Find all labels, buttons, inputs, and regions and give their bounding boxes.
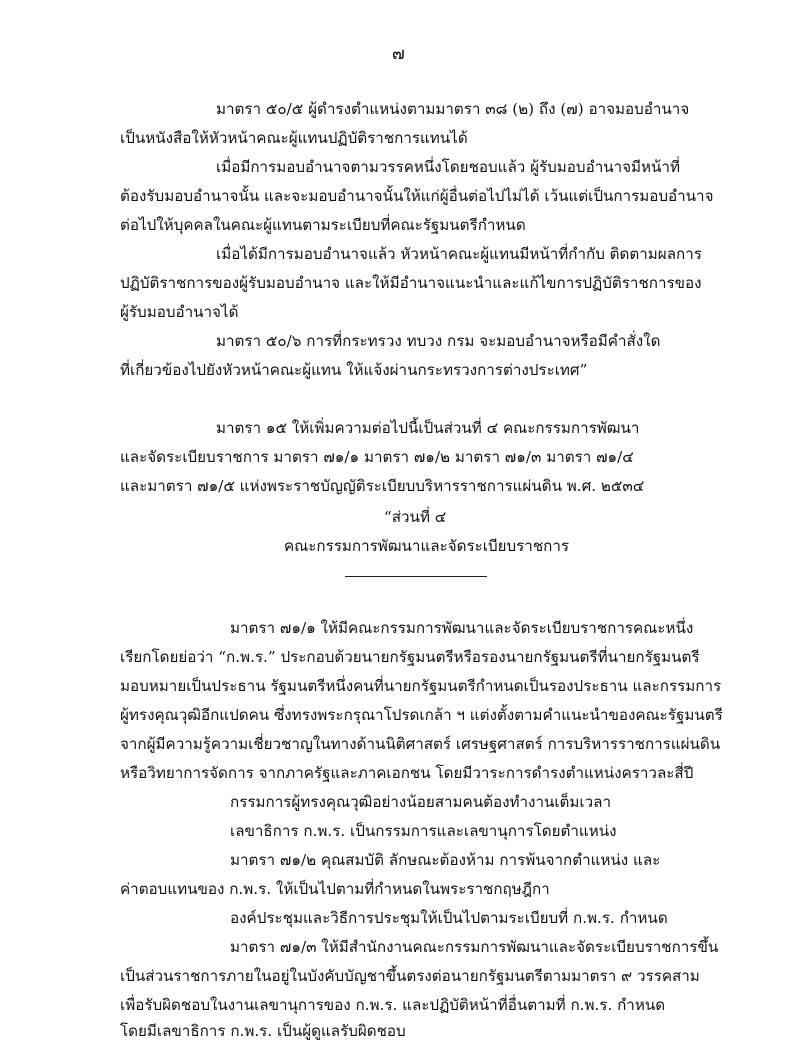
- text-line: ค่าตอบแทนของ ก.พ.ร. ให้เป็นไปตามที่กำหนดในพระราชกฤษฎีกา: [120, 880, 550, 898]
- text-line: โดยมีเลขาธิการ ก.พ.ร. เป็นผู้ดูแลรับผิดชอบ: [120, 1022, 406, 1040]
- text-line: และมาตรา ๗๑/๕ แห่งพระราชบัญญัติระเบียบบริหารราชการแผ่นดิน พ.ศ. ๒๕๓๔: [120, 477, 645, 495]
- text-line: จากผู้มีความรู้ความเชี่ยวชาญในทางด้านนิติศาสตร์ เศรษฐศาสตร์ การบริหารราชการแผ่นดิน: [120, 735, 721, 753]
- text-line: มาตรา ๗๑/๓ ให้มีสำนักงานคณะกรรมการพัฒนาและจัดระเบียบราชการขึ้น: [230, 938, 719, 956]
- text-line: มาตรา ๕๐/๕ ผู้ดำรงตำแหน่งตามมาตรา ๓๘ (๒) ถึง (๗) อาจมอบอำนาจ: [216, 100, 690, 118]
- text-line: เพื่อรับผิดชอบในงานเลขานุการของ ก.พ.ร. และปฏิบัติหน้าที่อื่นตามที่ ก.พ.ร. กำหนด: [120, 996, 666, 1014]
- text-line: ที่เกี่ยวข้องไปยังหัวหน้าคณะผู้แทน ให้แจ้งผ่านกระทรวงการต่างประเทศ”: [120, 361, 588, 379]
- text-line: มาตรา ๗๑/๑ ให้มีคณะกรรมการพัฒนาและจัดระเบียบราชการคณะหนึ่ง: [230, 619, 694, 637]
- text-line: ผู้รับมอบอำนาจได้: [120, 303, 239, 321]
- text-line: ต่อไปให้บุคคลในคณะผู้แทนตามระเบียบที่คณะรัฐมนตรีกำหนด: [120, 216, 526, 234]
- text-line: มาตรา ๑๕ ให้เพิ่มความต่อไปนี้เป็นส่วนที่ ๔ คณะกรรมการพัฒนา: [216, 419, 640, 437]
- text-line: และจัดระเบียบราชการ มาตรา ๗๑/๑ มาตรา ๗๑/๒ มาตรา ๗๑/๓ มาตรา ๗๑/๔: [120, 448, 634, 466]
- text-line: เป็นหนังสือให้หัวหน้าคณะผู้แทนปฏิบัติราชการแทนได้: [120, 129, 468, 147]
- text-line: ผู้ทรงคุณวุฒิอีกแปดคน ซึ่งทรงพระกรุณาโปรดเกล้า ฯ แต่งตั้งตามคำแนะนำของคณะรัฐมนตรี: [120, 706, 723, 724]
- section-heading: “ส่วนที่ ๔: [384, 508, 447, 526]
- text-line: เป็นส่วนราชการภายในอยู่ในบังคับบัญชาขึ้นตรงต่อนายกรัฐมนตรีตามมาตรา ๙ วรรคสาม: [120, 967, 700, 985]
- text-line: มอบหมายเป็นประธาน รัฐมนตรีหนึ่งคนที่นายกรัฐมนตรีกำหนดเป็นรองประธาน และกรรมการ: [120, 677, 722, 695]
- heading-underline: [345, 576, 487, 577]
- text-line: ต้องรับมอบอำนาจนั้น และจะมอบอำนาจนั้นให้แก่ผู้อื่นต่อไปไม่ได้ เว้นแต่เป็นการมอบอำนาจ: [120, 187, 714, 205]
- text-line: กรรมการผู้ทรงคุณวุฒิอย่างน้อยสามคนต้องทำงานเต็มเวลา: [230, 793, 611, 811]
- text-line: หรือวิทยาการจัดการ จากภาครัฐและภาคเอกชน โดยมีวาระการดำรงตำแหน่งคราวละสี่ปี: [120, 764, 694, 782]
- text-line: เลขาธิการ ก.พ.ร. เป็นกรรมการและเลขานุการโดยตำแหน่ง: [230, 822, 617, 840]
- text-line: องค์ประชุมและวิธีการประชุมให้เป็นไปตามระเบียบที่ ก.พ.ร. กำหนด: [230, 909, 668, 927]
- text-line: ปฏิบัติราชการของผู้รับมอบอำนาจ และให้มีอำนาจแนะนำและแก้ไขการปฏิบัติราชการของ: [120, 274, 702, 292]
- text-line: เมื่อได้มีการมอบอำนาจแล้ว หัวหน้าคณะผู้แทนมีหน้าที่กำกับ ติดตามผลการ: [216, 245, 702, 263]
- text-line: เมื่อมีการมอบอำนาจตามวรรคหนึ่งโดยชอบแล้ว ผู้รับมอบอำนาจมีหน้าที่: [216, 158, 680, 176]
- text-line: มาตรา ๗๑/๒ คุณสมบัติ ลักษณะต้องห้าม การพ้นจากตำแหน่ง และ: [230, 851, 661, 869]
- section-title: คณะกรรมการพัฒนาและจัดระเบียบราชการ: [284, 537, 570, 555]
- text-line: เรียกโดยย่อว่า “ก.พ.ร.” ประกอบด้วยนายกรัฐมนตรีหรือรองนายกรัฐมนตรีที่นายกรัฐมนตรี: [120, 648, 700, 666]
- page-number: ๗: [392, 44, 405, 64]
- text-line: มาตรา ๕๐/๖ การที่กระทรวง ทบวง กรม จะมอบอำนาจหรือมีคำสั่งใด: [216, 332, 661, 350]
